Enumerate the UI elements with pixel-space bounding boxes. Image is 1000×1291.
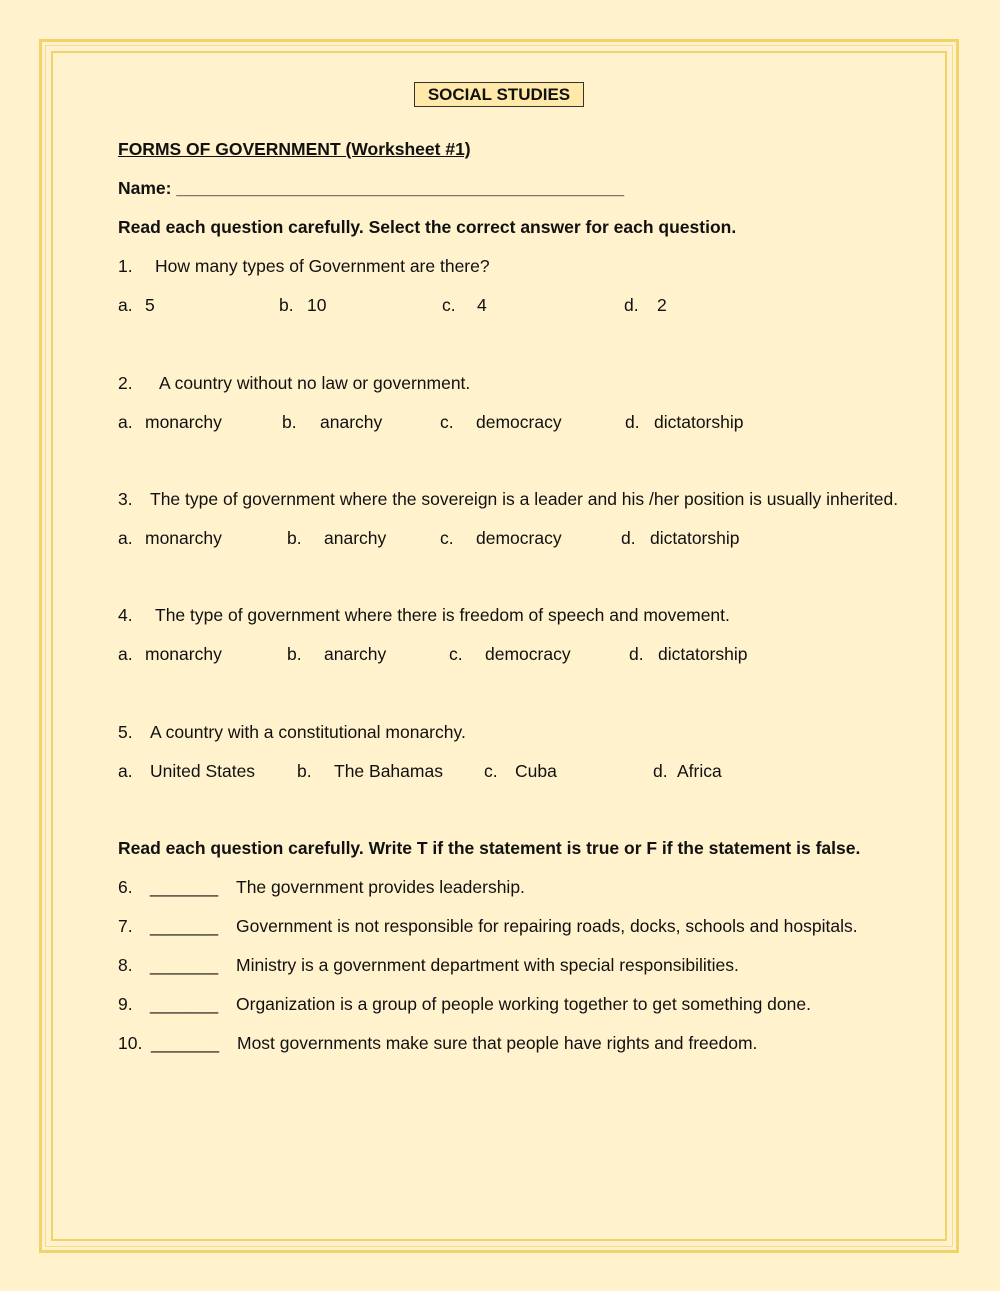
item-number: 7. bbox=[118, 916, 133, 936]
option-letter: b. bbox=[287, 644, 302, 664]
option-b[interactable]: 10 bbox=[307, 295, 327, 315]
option-a[interactable]: 5 bbox=[145, 295, 155, 315]
section2-instruction: Read each question carefully. Write T if the statement is true or F if the statement is false. bbox=[118, 838, 861, 858]
option-letter: d. bbox=[625, 412, 640, 432]
question-text: A country without no law or government. bbox=[159, 373, 471, 393]
option-b[interactable]: anarchy bbox=[324, 528, 387, 548]
name-field[interactable]: Name: ______________________________________________ bbox=[118, 178, 625, 198]
option-letter: b. bbox=[282, 412, 297, 432]
option-b[interactable]: anarchy bbox=[324, 644, 387, 664]
option-c[interactable]: democracy bbox=[476, 528, 562, 548]
option-letter: d. bbox=[621, 528, 636, 548]
question-number: 4. bbox=[118, 605, 133, 625]
question-text: How many types of Government are there? bbox=[155, 256, 490, 276]
option-d[interactable]: dictatorship bbox=[658, 644, 748, 664]
answer-blank[interactable]: _______ bbox=[150, 955, 219, 975]
option-letter: d. bbox=[653, 761, 668, 781]
option-a[interactable]: monarchy bbox=[145, 528, 222, 548]
option-c[interactable]: Cuba bbox=[515, 761, 557, 781]
option-d[interactable]: dictatorship bbox=[650, 528, 740, 548]
option-c[interactable]: democracy bbox=[485, 644, 571, 664]
statement-text: Government is not responsible for repairing roads, docks, schools and hospitals. bbox=[236, 916, 858, 936]
option-letter: b. bbox=[279, 295, 294, 315]
statement-text: Ministry is a government department with special responsibilities. bbox=[236, 955, 739, 975]
answer-blank[interactable]: _______ bbox=[151, 1033, 220, 1053]
section1-instruction: Read each question carefully. Select the correct answer for each question. bbox=[118, 217, 737, 237]
option-letter: c. bbox=[484, 761, 498, 781]
option-letter: c. bbox=[440, 528, 454, 548]
option-letter: a. bbox=[118, 761, 133, 781]
option-letter: a. bbox=[118, 528, 133, 548]
statement-text: The government provides leadership. bbox=[236, 877, 525, 897]
answer-blank[interactable]: _______ bbox=[150, 877, 219, 897]
subject-title: SOCIAL STUDIES bbox=[414, 82, 584, 107]
option-letter: a. bbox=[118, 412, 133, 432]
question-text: The type of government where the sovereign is a leader and his /her position is usually inherited. bbox=[150, 489, 899, 509]
worksheet-title: FORMS OF GOVERNMENT (Worksheet #1) bbox=[118, 139, 471, 159]
option-letter: d. bbox=[624, 295, 639, 315]
option-letter: c. bbox=[449, 644, 463, 664]
question-text: The type of government where there is freedom of speech and movement. bbox=[155, 605, 730, 625]
question-number: 5. bbox=[118, 722, 133, 742]
option-d[interactable]: 2 bbox=[657, 295, 667, 315]
option-b[interactable]: The Bahamas bbox=[334, 761, 443, 781]
option-a[interactable]: monarchy bbox=[145, 644, 222, 664]
option-a[interactable]: monarchy bbox=[145, 412, 222, 432]
option-c[interactable]: democracy bbox=[476, 412, 562, 432]
item-number: 9. bbox=[118, 994, 133, 1014]
question-number: 1. bbox=[118, 256, 133, 276]
answer-blank[interactable]: _______ bbox=[150, 994, 219, 1014]
item-number: 8. bbox=[118, 955, 133, 975]
statement-text: Most governments make sure that people have rights and freedom. bbox=[237, 1033, 758, 1053]
question-text: A country with a constitutional monarchy. bbox=[150, 722, 466, 742]
option-letter: b. bbox=[287, 528, 302, 548]
option-a[interactable]: United States bbox=[150, 761, 256, 781]
option-b[interactable]: anarchy bbox=[320, 412, 383, 432]
option-d[interactable]: dictatorship bbox=[654, 412, 744, 432]
item-number: 6. bbox=[118, 877, 133, 897]
option-letter: c. bbox=[440, 412, 454, 432]
option-c[interactable]: 4 bbox=[477, 295, 487, 315]
statement-text: Organization is a group of people working together to get something done. bbox=[236, 994, 811, 1014]
option-letter: c. bbox=[442, 295, 456, 315]
question-number: 2. bbox=[118, 373, 133, 393]
option-letter: d. bbox=[629, 644, 644, 664]
item-number: 10. bbox=[118, 1033, 143, 1053]
answer-blank[interactable]: _______ bbox=[150, 916, 219, 936]
option-letter: b. bbox=[297, 761, 312, 781]
option-d[interactable]: Africa bbox=[677, 761, 722, 781]
option-letter: a. bbox=[118, 295, 133, 315]
question-number: 3. bbox=[118, 489, 133, 509]
option-letter: a. bbox=[118, 644, 133, 664]
